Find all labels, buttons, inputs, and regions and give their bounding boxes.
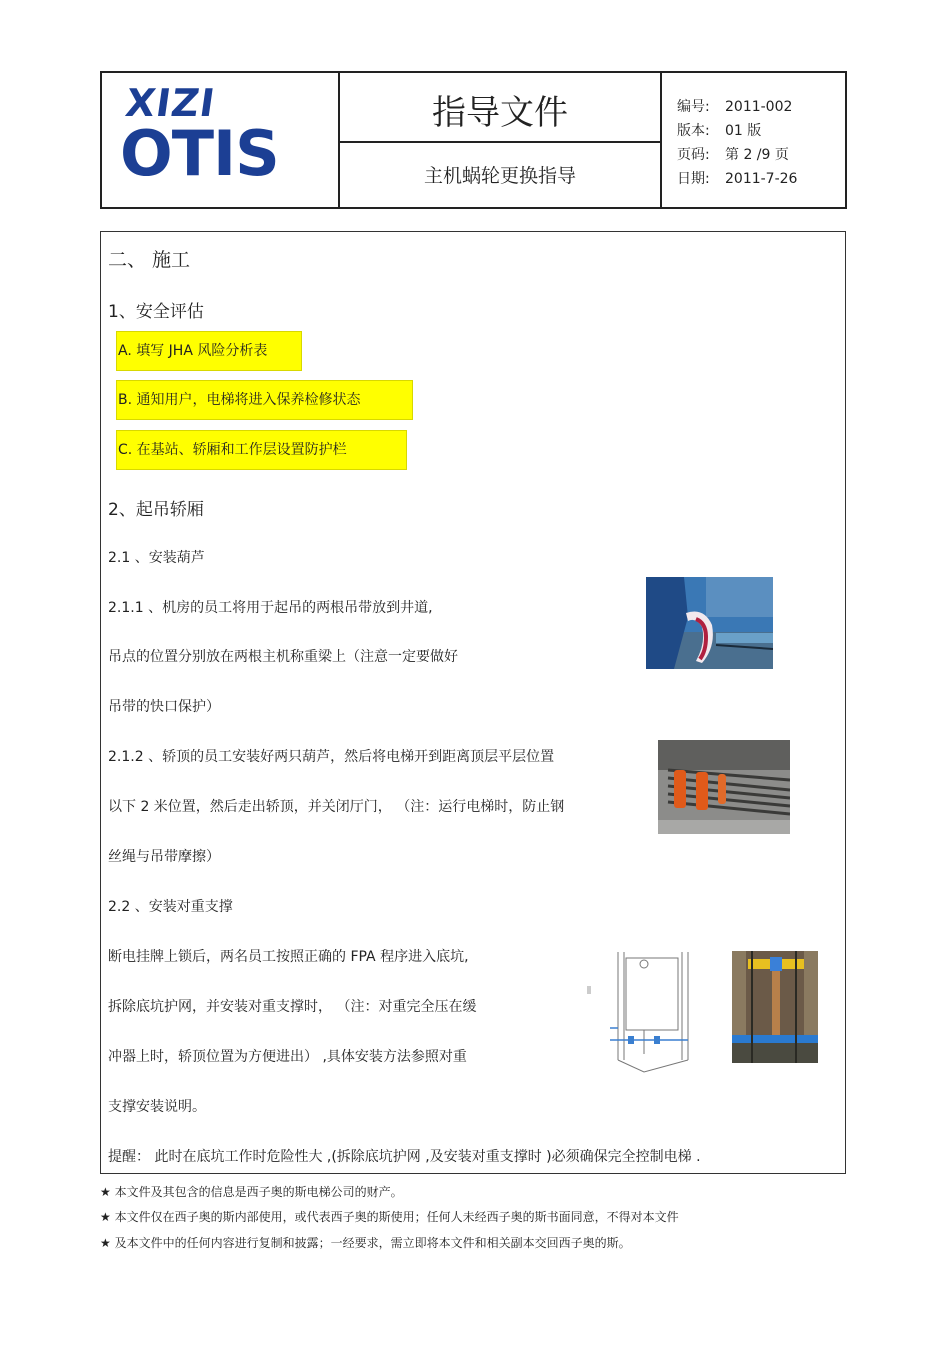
paragraph-line: 2.1.1 、机房的员工将用于起吊的两根吊带放到井道, xyxy=(108,600,433,616)
meta-doc-number: 编号: 2011-002 xyxy=(677,99,793,115)
paragraph-line: 断电挂牌上锁后，两名员工按照正确的 FPA 程序进入底坑, xyxy=(108,949,469,965)
company-logo xyxy=(106,75,334,205)
logo-text-otis: OTIS xyxy=(120,117,279,190)
paragraph-line: 支撑安装说明。 xyxy=(108,1099,206,1115)
section-2-title: 2、起吊轿厢 xyxy=(108,500,204,520)
paragraph-line: 2.1.2 、轿顶的员工安装好两只葫芦，然后将电梯开到距离顶层平层位置 xyxy=(108,749,555,765)
document-subtitle: 主机蜗轮更换指导 xyxy=(423,165,576,187)
meta-page: 页码: 第 2 /9 页 xyxy=(677,147,789,163)
highlight-item-a: A. 填写 JHA 风险分析表 xyxy=(116,331,302,371)
paragraph-line: 吊带的快口保护） xyxy=(108,699,220,715)
photo-sling-hook xyxy=(646,577,773,669)
document-title: 指导文件 xyxy=(432,93,568,133)
paragraph-line: 丝绳与吊带摩擦） xyxy=(108,849,220,865)
subsection-2-2: 2.2 、安装对重支撑 xyxy=(108,899,233,915)
section-title: 二、 施工 xyxy=(108,249,191,271)
logo-text-xizi: XIZI xyxy=(122,81,219,125)
safety-reminder: 提醒： 此时在底坑工作时危险性大 ,(拆除底坑护网 ,及安装对重支撑时 )必须确保完全控制电梯 . xyxy=(108,1149,701,1165)
paragraph-line: 拆除底坑护网，并安装对重支撑时， （注：对重完全压在缓 xyxy=(108,999,477,1015)
photo-pit-support xyxy=(732,951,818,1063)
section-1-title: 1、安全评估 xyxy=(108,302,204,322)
footer-note: ★ 本文件及其包含的信息是西子奥的斯电梯公司的财产。 xyxy=(100,1185,403,1199)
highlight-item-b: B. 通知用户，电梯将进入保养检修状态 xyxy=(116,380,413,420)
header-divider xyxy=(338,141,660,143)
footer-note: ★ 本文件仅在西子奥的斯内部使用，或代表西子奥的斯使用；任何人未经西子奥的斯书面同意，不得对本文件 xyxy=(100,1210,679,1224)
paragraph-line: 以下 2 米位置，然后走出轿顶，并关闭厅门， （注：运行电梯时，防止钢 xyxy=(108,799,565,815)
photo-rope-clamps xyxy=(658,740,790,834)
highlight-item-c: C. 在基站、轿厢和工作层设置防护栏 xyxy=(116,430,407,470)
meta-version: 版本: 01 版 xyxy=(677,123,762,139)
header-divider xyxy=(660,73,662,207)
meta-date: 日期: 2011-7-26 xyxy=(677,171,798,187)
document-header xyxy=(100,71,847,209)
paragraph-line: 冲器上时，轿顶位置为方便进出） ,具体安装方法参照对重 xyxy=(108,1049,467,1065)
footer-note: ★ 及本文件中的任何内容进行复制和披露；一经要求，需立即将本文件和相关副本交回西子奥的斯。 xyxy=(100,1236,631,1250)
counterweight-support-diagram xyxy=(584,950,694,1075)
paragraph-line: 吊点的位置分别放在两根主机称重梁上（注意一定要做好 xyxy=(108,649,458,665)
subsection-2-1: 2.1 、安装葫芦 xyxy=(108,550,205,566)
